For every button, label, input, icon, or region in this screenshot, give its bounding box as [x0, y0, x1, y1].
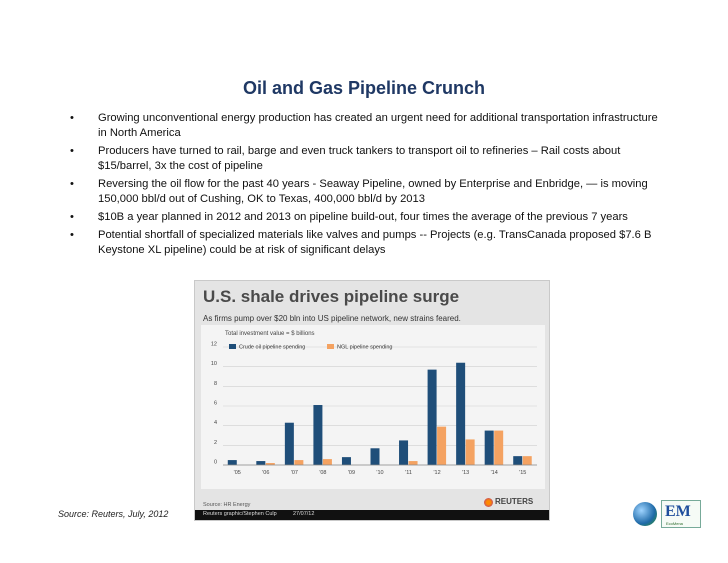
- legend-label: Crude oil pipeline spending: [239, 344, 306, 351]
- x-tick-label: '15: [519, 470, 527, 476]
- plot-area: [201, 325, 545, 489]
- ngl-bar: [323, 459, 332, 465]
- chart-title: U.S. shale drives pipeline surge: [203, 287, 460, 306]
- y-tick-label: 6: [213, 400, 217, 407]
- y-axis-label: Total investment value = $ billions: [225, 331, 315, 337]
- chart-footer-bar: [195, 510, 550, 521]
- x-tick-label: '06: [262, 470, 270, 476]
- ngl-bar: [523, 456, 532, 465]
- logo-text: EM: [665, 503, 691, 520]
- crude-bar: [256, 461, 265, 465]
- y-tick-label: 4: [213, 420, 217, 427]
- ngl-bar: [437, 427, 446, 465]
- bullet-text: Producers have turned to rail, barge and even truck tankers to transport oil to refineries – Rail costs about $15/barrel, 3x the cost of pipeline: [98, 145, 621, 172]
- crude-bar: [485, 431, 494, 465]
- crude-bar: [428, 370, 437, 465]
- ngl-bar: [294, 460, 303, 465]
- y-tick-label: 2: [213, 439, 217, 446]
- legend-label: NGL pipeline spending: [337, 344, 393, 351]
- crude-bar: [342, 457, 351, 465]
- crude-bar: [399, 440, 408, 465]
- chart-date: 27/07/12: [293, 511, 315, 517]
- legend-swatch: [327, 344, 334, 349]
- chart-credit: Reuters graphic/Stephen Culp: [203, 511, 277, 517]
- x-tick-label: '12: [433, 470, 441, 476]
- x-tick-label: '07: [290, 470, 298, 476]
- bullet-text: Reversing the oil flow for the past 40 years - Seaway Pipeline, owned by Enterprise and Enbridge, — is moving 150,000 bbl/d out of Cushing, OK to Texas, 400,000 bbl/d by 2013: [98, 178, 648, 205]
- x-tick-label: '10: [376, 470, 384, 476]
- chart-source: Source: HR Energy: [203, 502, 251, 508]
- x-tick-label: '05: [233, 470, 241, 476]
- ngl-bar: [466, 439, 475, 465]
- bullet-marker: •: [70, 145, 74, 157]
- bullet-item: [66, 228, 666, 258]
- x-tick-label: '13: [462, 470, 470, 476]
- y-tick-label: 8: [213, 380, 217, 387]
- bullet-marker: •: [70, 178, 74, 190]
- bullet-list: [66, 111, 666, 261]
- bar-chart: [201, 325, 545, 489]
- crude-bar: [228, 460, 237, 465]
- logo-box: [661, 500, 701, 528]
- slide-title: Oil and Gas Pipeline Crunch: [242, 78, 486, 98]
- chart-figure: [194, 280, 550, 521]
- ngl-bar: [409, 461, 418, 465]
- bullet-marker: •: [70, 229, 74, 241]
- bullet-marker: •: [70, 112, 74, 124]
- bullet-item: [66, 111, 666, 141]
- y-tick-label: 0: [213, 459, 217, 466]
- globe-icon: [633, 502, 657, 526]
- x-tick-label: '08: [319, 470, 327, 476]
- crude-bar: [513, 456, 522, 465]
- x-tick-label: '11: [405, 470, 412, 476]
- bullet-item: [66, 177, 666, 207]
- bullet-text: Growing unconventional energy production has created an urgent need for additional transportation infrastructure in North America: [98, 112, 658, 139]
- chart-subtitle: As firms pump over $20 bln into US pipeline network, new strains feared.: [203, 314, 461, 323]
- crude-bar: [456, 363, 465, 465]
- reuters-logo-icon: [484, 498, 493, 507]
- bullet-text: $10B a year planned in 2012 and 2013 on pipeline build-out, four times the average of the previous 7 years: [98, 211, 628, 223]
- bullet-item: [66, 210, 666, 225]
- bullet-item: [66, 144, 666, 174]
- crude-bar: [371, 448, 380, 465]
- x-tick-label: '09: [347, 470, 356, 476]
- logo-subtext: EcoMena: [666, 521, 683, 526]
- ngl-bar: [494, 431, 503, 465]
- crude-bar: [285, 423, 294, 465]
- y-tick-label: 12: [210, 341, 217, 348]
- bullet-text: Potential shortfall of specialized materials like valves and pumps -- Projects (e.g. TransCanada proposed $7.6 B Keystone XL pipeline) could be at risk of significant delays: [98, 229, 652, 256]
- company-logo: [633, 500, 705, 530]
- x-tick-label: '14: [490, 470, 498, 476]
- legend-swatch: [229, 344, 236, 349]
- source-note: Source: Reuters, July, 2012: [58, 509, 169, 519]
- bullet-marker: •: [70, 211, 74, 223]
- crude-bar: [313, 405, 322, 465]
- y-tick-label: 10: [210, 361, 217, 368]
- reuters-label: REUTERS: [495, 497, 534, 506]
